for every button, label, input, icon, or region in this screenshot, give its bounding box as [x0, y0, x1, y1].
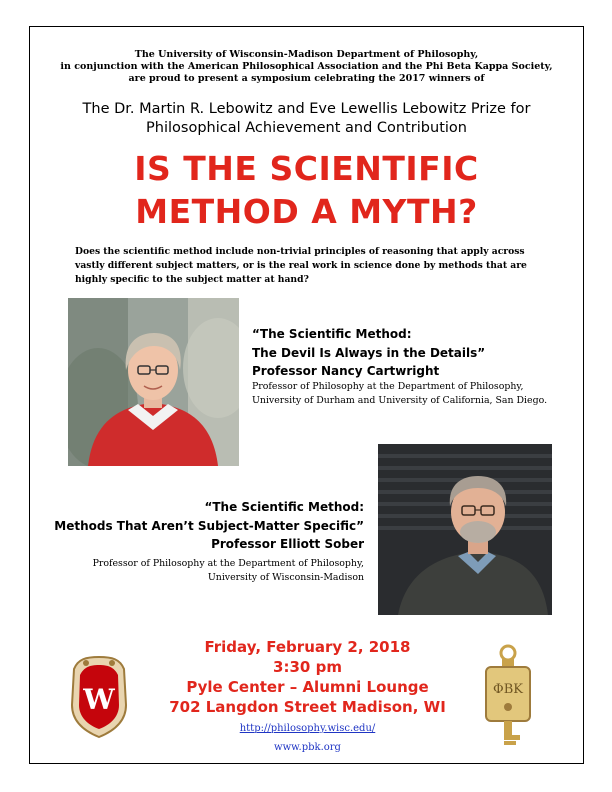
headline-line-2: METHOD A MYTH? [135, 192, 478, 231]
talk2-affiliation-line-2: University of Wisconsin-Madison [207, 572, 364, 583]
talk2-title-line-1: “The Scientific Method: [204, 500, 364, 514]
svg-text:ΦΒΚ: ΦΒΚ [493, 682, 523, 697]
cartwright-affiliation [252, 380, 572, 408]
talk1-speaker: Professor Nancy Cartwright [252, 364, 440, 378]
sober-affiliation [50, 557, 364, 585]
symposium-question: Does the scientific method include non-trivial principles of reasoning that apply across vastly different subject matters, or is the real work in science done by methods that are highly specific to the subject matter at hand? [75, 246, 527, 285]
talk2-title-line-2: Methods That Aren’t Subject-Matter Specific” [54, 518, 364, 533]
philosophy-dept-link[interactable]: http://philosophy.wisc.edu/ [239, 723, 376, 734]
event-date: Friday, February 2, 2018 [204, 638, 411, 656]
talk1-title-line-1: “The Scientific Method: [252, 327, 412, 341]
prize-title [30, 100, 583, 138]
talk1-title-line-2: The Devil Is Always in the Details” [252, 345, 486, 360]
cartwright-photo [68, 298, 239, 466]
flyer-page [29, 26, 584, 764]
symposium-headline [30, 147, 583, 233]
intro-text [30, 49, 583, 85]
talk2-affiliation-line-1: Professor of Philosophy at the Department of Philosophy, [92, 558, 364, 569]
intro-line-2: in conjunction with the American Philosophical Association and the Phi Beta Kappa Society, [60, 61, 553, 72]
uw-crest-logo [66, 655, 132, 744]
talk1-affiliation-line-1: Professor of Philosophy at the Department of Philosophy, [252, 381, 524, 392]
event-links [130, 719, 485, 757]
event-time: 3:30 pm [273, 658, 342, 676]
sober-talk [50, 498, 364, 554]
pbk-link[interactable]: www.pbk.org [274, 742, 341, 753]
phi-beta-kappa-key-logo [480, 643, 536, 752]
talk2-speaker: Professor Elliott Sober [211, 537, 364, 551]
crest-letter: W [83, 683, 115, 716]
prize-line-2: Philosophical Achievement and Contribution [146, 120, 467, 136]
cartwright-talk [252, 325, 572, 381]
prize-line-1: The Dr. Martin R. Lebowitz and Eve Lewellis Lebowitz Prize for [82, 101, 531, 117]
intro-line-1: The University of Wisconsin-Madison Department of Philosophy, [134, 49, 479, 60]
event-address: 702 Langdon Street Madison, WI [169, 698, 446, 716]
event-venue: Pyle Center – Alumni Lounge [186, 678, 429, 696]
event-details [130, 637, 485, 717]
talk1-affiliation-line-2: University of Durham and University of California, San Diego. [252, 395, 548, 406]
headline-line-1: IS THE SCIENTIFIC [134, 149, 479, 188]
sober-photo [378, 444, 552, 615]
intro-line-3: are proud to present a symposium celebrating the 2017 winners of [128, 73, 485, 84]
